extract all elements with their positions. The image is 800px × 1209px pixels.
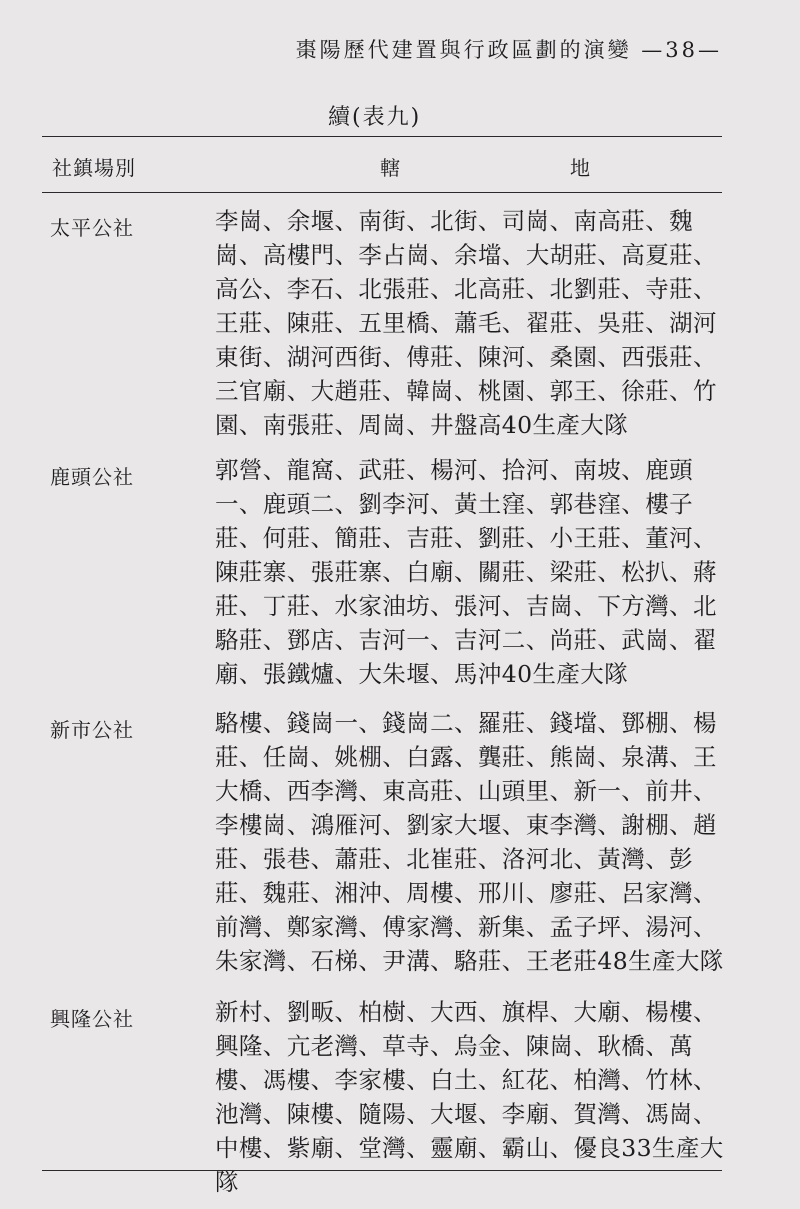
- table-header-rule: [42, 192, 722, 193]
- unit-name: 興隆公社: [50, 1007, 134, 1031]
- unit-name: 鹿頭公社: [50, 465, 134, 489]
- unit-name: 新市公社: [50, 718, 134, 742]
- table-bottom-rule: [42, 1170, 722, 1171]
- running-header: 棗陽歷代建置與行政區劃的演變 —38—: [295, 38, 722, 62]
- area-list: 郭營、龍窩、武莊、楊河、拾河、南坡、鹿頭一、鹿頭二、劉李河、黃土窪、郭巷窪、樓子莊、何莊、簡莊、吉莊、劉莊、小王莊、董河、陳莊寨、張莊寨、白廟、關莊、梁莊、松扒、蔣莊、丁莊、水家油坊、張河、吉崗、下方灣、北駱莊、鄧店、吉河一、吉河二、尚莊、武崗、翟廟、張鐵爐、大朱堰、馬沖40生產大隊: [215, 456, 717, 688]
- area-list: 駱樓、錢崗一、錢崗二、羅莊、錢壋、鄧棚、楊莊、任崗、姚棚、白露、龔莊、熊崗、泉溝、王大橋、西李灣、東高莊、山頭里、新一、前井、李樓崗、鴻雁河、劉家大堰、東李灣、謝棚、趙莊、張巷、蕭莊、北崔莊、洛河北、黃灣、彭莊、魏莊、湘沖、周樓、邢川、廖莊、呂家灣、前灣、鄭家灣、傅家灣、新集、孟子坪、湯河、朱家灣、石梯、尹溝、駱莊、王老莊48生產大隊: [215, 709, 724, 975]
- area-list: 李崗、余堰、南街、北街、司崗、南高莊、魏崗、高樓門、李占崗、余壋、大胡莊、高夏莊、高公、李石、北張莊、北高莊、北劉莊、寺莊、王莊、陳莊、五里橋、蕭毛、翟莊、吳莊、湖河東街、湖河西街、傅莊、陳河、桑園、西張莊、三官廟、大趙莊、韓崗、桃園、郭王、徐莊、竹園、南張莊、周崗、井盤高40生產大隊: [215, 207, 717, 439]
- table-title: 續(表九): [328, 105, 422, 130]
- column-header-unit: 社鎮場別: [52, 156, 136, 180]
- unit-name: 太平公社: [50, 216, 134, 240]
- column-header-area-part1: 轄: [380, 156, 400, 180]
- table-top-rule: [42, 136, 722, 137]
- column-header-area-part2: 地: [570, 156, 590, 180]
- area-list: 新村、劉畈、柏樹、大西、旗桿、大廟、楊樓、興隆、亢老灣、草寺、烏金、陳崗、耿橋、萬樓、馮樓、李家樓、白土、紅花、柏灣、竹林、池灣、陳樓、隨陽、大堰、李廟、賀灣、馮崗、中樓、紫廟、堂灣、靈廟、霸山、優良33生產大隊: [215, 998, 724, 1196]
